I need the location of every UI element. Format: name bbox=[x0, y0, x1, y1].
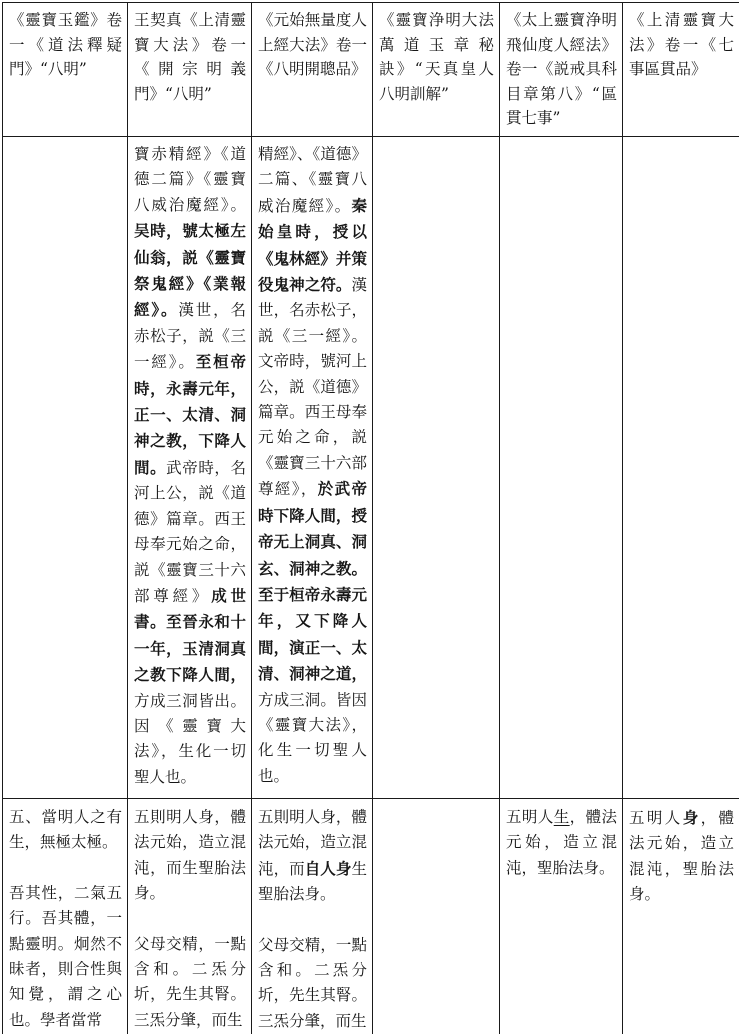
cell-paragraph bbox=[629, 805, 734, 908]
comparison-table-body bbox=[3, 3, 740, 1035]
bold-text-segment: 身 bbox=[682, 808, 701, 827]
text-segment: 精經》、《道德》二篇、《靈寶八威治魔經》。 bbox=[258, 145, 367, 215]
cell-paragraph bbox=[9, 8, 122, 82]
table-row-middle bbox=[3, 137, 740, 799]
table-cell-middle-col-4 bbox=[373, 137, 500, 799]
text-segment: 漢世，名赤松子，説《三一經》。 bbox=[134, 301, 246, 372]
bold-text-segment: 成世書。至晉永和十一年，玉清洞真之教下降人間， bbox=[134, 585, 246, 685]
table-cell-header-col-5 bbox=[500, 3, 623, 137]
text-segment: 《太上靈寶浄明飛仙度人經法》卷一《説戒具科目章第八》“區貫七事” bbox=[506, 11, 617, 127]
cell-paragraph bbox=[258, 8, 367, 82]
text-segment: 方成三洞。皆因《靈寶大法》，化生一切聖人也。 bbox=[258, 690, 367, 785]
table-cell-header-col-2 bbox=[128, 3, 252, 137]
table-cell-bottom-col-6 bbox=[623, 799, 740, 1035]
table-cell-bottom-col-5 bbox=[500, 799, 623, 1035]
table-cell-bottom-col-1 bbox=[3, 799, 128, 1035]
text-segment: 生聖胎法身。 bbox=[258, 859, 367, 904]
text-segment: 寶赤精經》《道德二篇》《靈寶八威治魔經》。 bbox=[134, 145, 246, 214]
cell-paragraph bbox=[506, 8, 617, 131]
table-cell-bottom-col-3 bbox=[252, 799, 373, 1035]
text-segment: 方成三洞皆出。因《靈寶大法》，生化一切聖人也。 bbox=[134, 691, 246, 786]
table-cell-header-col-6 bbox=[623, 3, 740, 137]
text-segment: 《靈寶浄明大法萬道玉章秘訣》“天真皇人八明訓解” bbox=[379, 11, 494, 103]
table-cell-bottom-col-2 bbox=[128, 799, 252, 1035]
bold-text-segment: 至桓帝時，永壽元年，正一、太清、洞神之教，下降人間。 bbox=[134, 352, 246, 477]
text-segment: 五則明人身，體法元始，造立混沌，而 bbox=[258, 808, 367, 878]
bold-text-segment: 自人身 bbox=[304, 858, 352, 878]
document-page bbox=[2, 2, 739, 1034]
cell-paragraph bbox=[134, 805, 246, 907]
cell-paragraph bbox=[629, 8, 734, 82]
text-segment: 《靈寶玉鑑》卷一《道法釋疑門》“八明” bbox=[9, 11, 122, 78]
text-segment: 五明人 bbox=[629, 809, 683, 827]
table-cell-middle-col-3 bbox=[252, 137, 373, 799]
table-cell-middle-col-1 bbox=[3, 137, 128, 799]
comparison-table bbox=[2, 2, 739, 1034]
bold-text-segment: 吴時，號太極左仙翁，説《靈寶祭鬼經》《業報經》。 bbox=[134, 221, 246, 320]
table-cell-header-col-3 bbox=[252, 3, 373, 137]
table-cell-middle-col-2 bbox=[128, 137, 252, 799]
cell-paragraph bbox=[258, 933, 367, 1034]
underlined-text-segment: 生 bbox=[553, 808, 570, 826]
table-row-header bbox=[3, 3, 740, 137]
text-segment: 《上清靈寶大法》卷一《七事區貫品》 bbox=[629, 11, 734, 78]
cell-paragraph bbox=[9, 881, 122, 1033]
bold-text-segment: 於武帝時下降人間，授帝无上洞真、洞玄、洞神之教。至于桓帝永壽元年，又下降人間，演正一、太清、洞神之道， bbox=[258, 479, 367, 684]
cell-paragraph bbox=[134, 142, 246, 790]
text-segment: ，體法元始，造立混沌，聖胎法身。 bbox=[506, 808, 617, 877]
text-segment: 《元始無量度人上經大法》卷一《八明開聰品》 bbox=[258, 11, 367, 78]
cell-paragraph bbox=[258, 142, 367, 789]
text-segment: 父母交精，一點含和。二炁分圻，先生其腎。三炁分肇，而生 bbox=[258, 935, 367, 1030]
cell-paragraph bbox=[9, 805, 122, 856]
text-segment: 漢世，名赤松子，説《三一經》。文帝時，號河上公，説《道德》篇章。西王母奉元始之命，説《靈寶三十六部尊經》， bbox=[258, 276, 367, 499]
cell-paragraph bbox=[506, 805, 617, 881]
table-cell-header-col-1 bbox=[3, 3, 128, 137]
text-segment: 父母交精，一點含和。二炁分圻，先生其腎。三炁分肇，而生 bbox=[134, 934, 246, 1029]
table-cell-header-col-4 bbox=[373, 3, 500, 137]
table-cell-middle-col-5 bbox=[500, 137, 623, 799]
table-row-bottom bbox=[3, 799, 740, 1035]
text-segment: 五則明人身，體法元始，造立混沌，而生聖胎法身。 bbox=[134, 808, 246, 903]
table-cell-middle-col-6 bbox=[623, 137, 740, 799]
cell-paragraph bbox=[379, 8, 494, 106]
text-segment: 五、當明人之有生，無極太極。 bbox=[9, 808, 122, 852]
text-segment: 武帝時，名河上公，説《道德》篇章。西王母奉元始之命，説《靈寶三十六部尊經》 bbox=[134, 458, 246, 605]
cell-paragraph bbox=[134, 932, 246, 1034]
text-segment: 王契真《上清靈寶大法》卷一《開宗明義門》“八明” bbox=[134, 11, 246, 103]
cell-paragraph bbox=[134, 8, 246, 106]
text-segment: 吾其性，二氣五行。吾其體，一點靈明。炯然不昧者，則合性與知覺，謂之心也。學者當常 bbox=[9, 883, 122, 1029]
bold-text-segment: 秦始皇時，授以《鬼林經》并策役鬼神之符。 bbox=[258, 195, 367, 295]
text-segment: 五明人 bbox=[506, 808, 554, 826]
text-segment: ，體法元始，造立混沌，聖胎法身。 bbox=[629, 809, 734, 904]
cell-paragraph bbox=[258, 805, 367, 908]
table-cell-bottom-col-4 bbox=[373, 799, 500, 1035]
